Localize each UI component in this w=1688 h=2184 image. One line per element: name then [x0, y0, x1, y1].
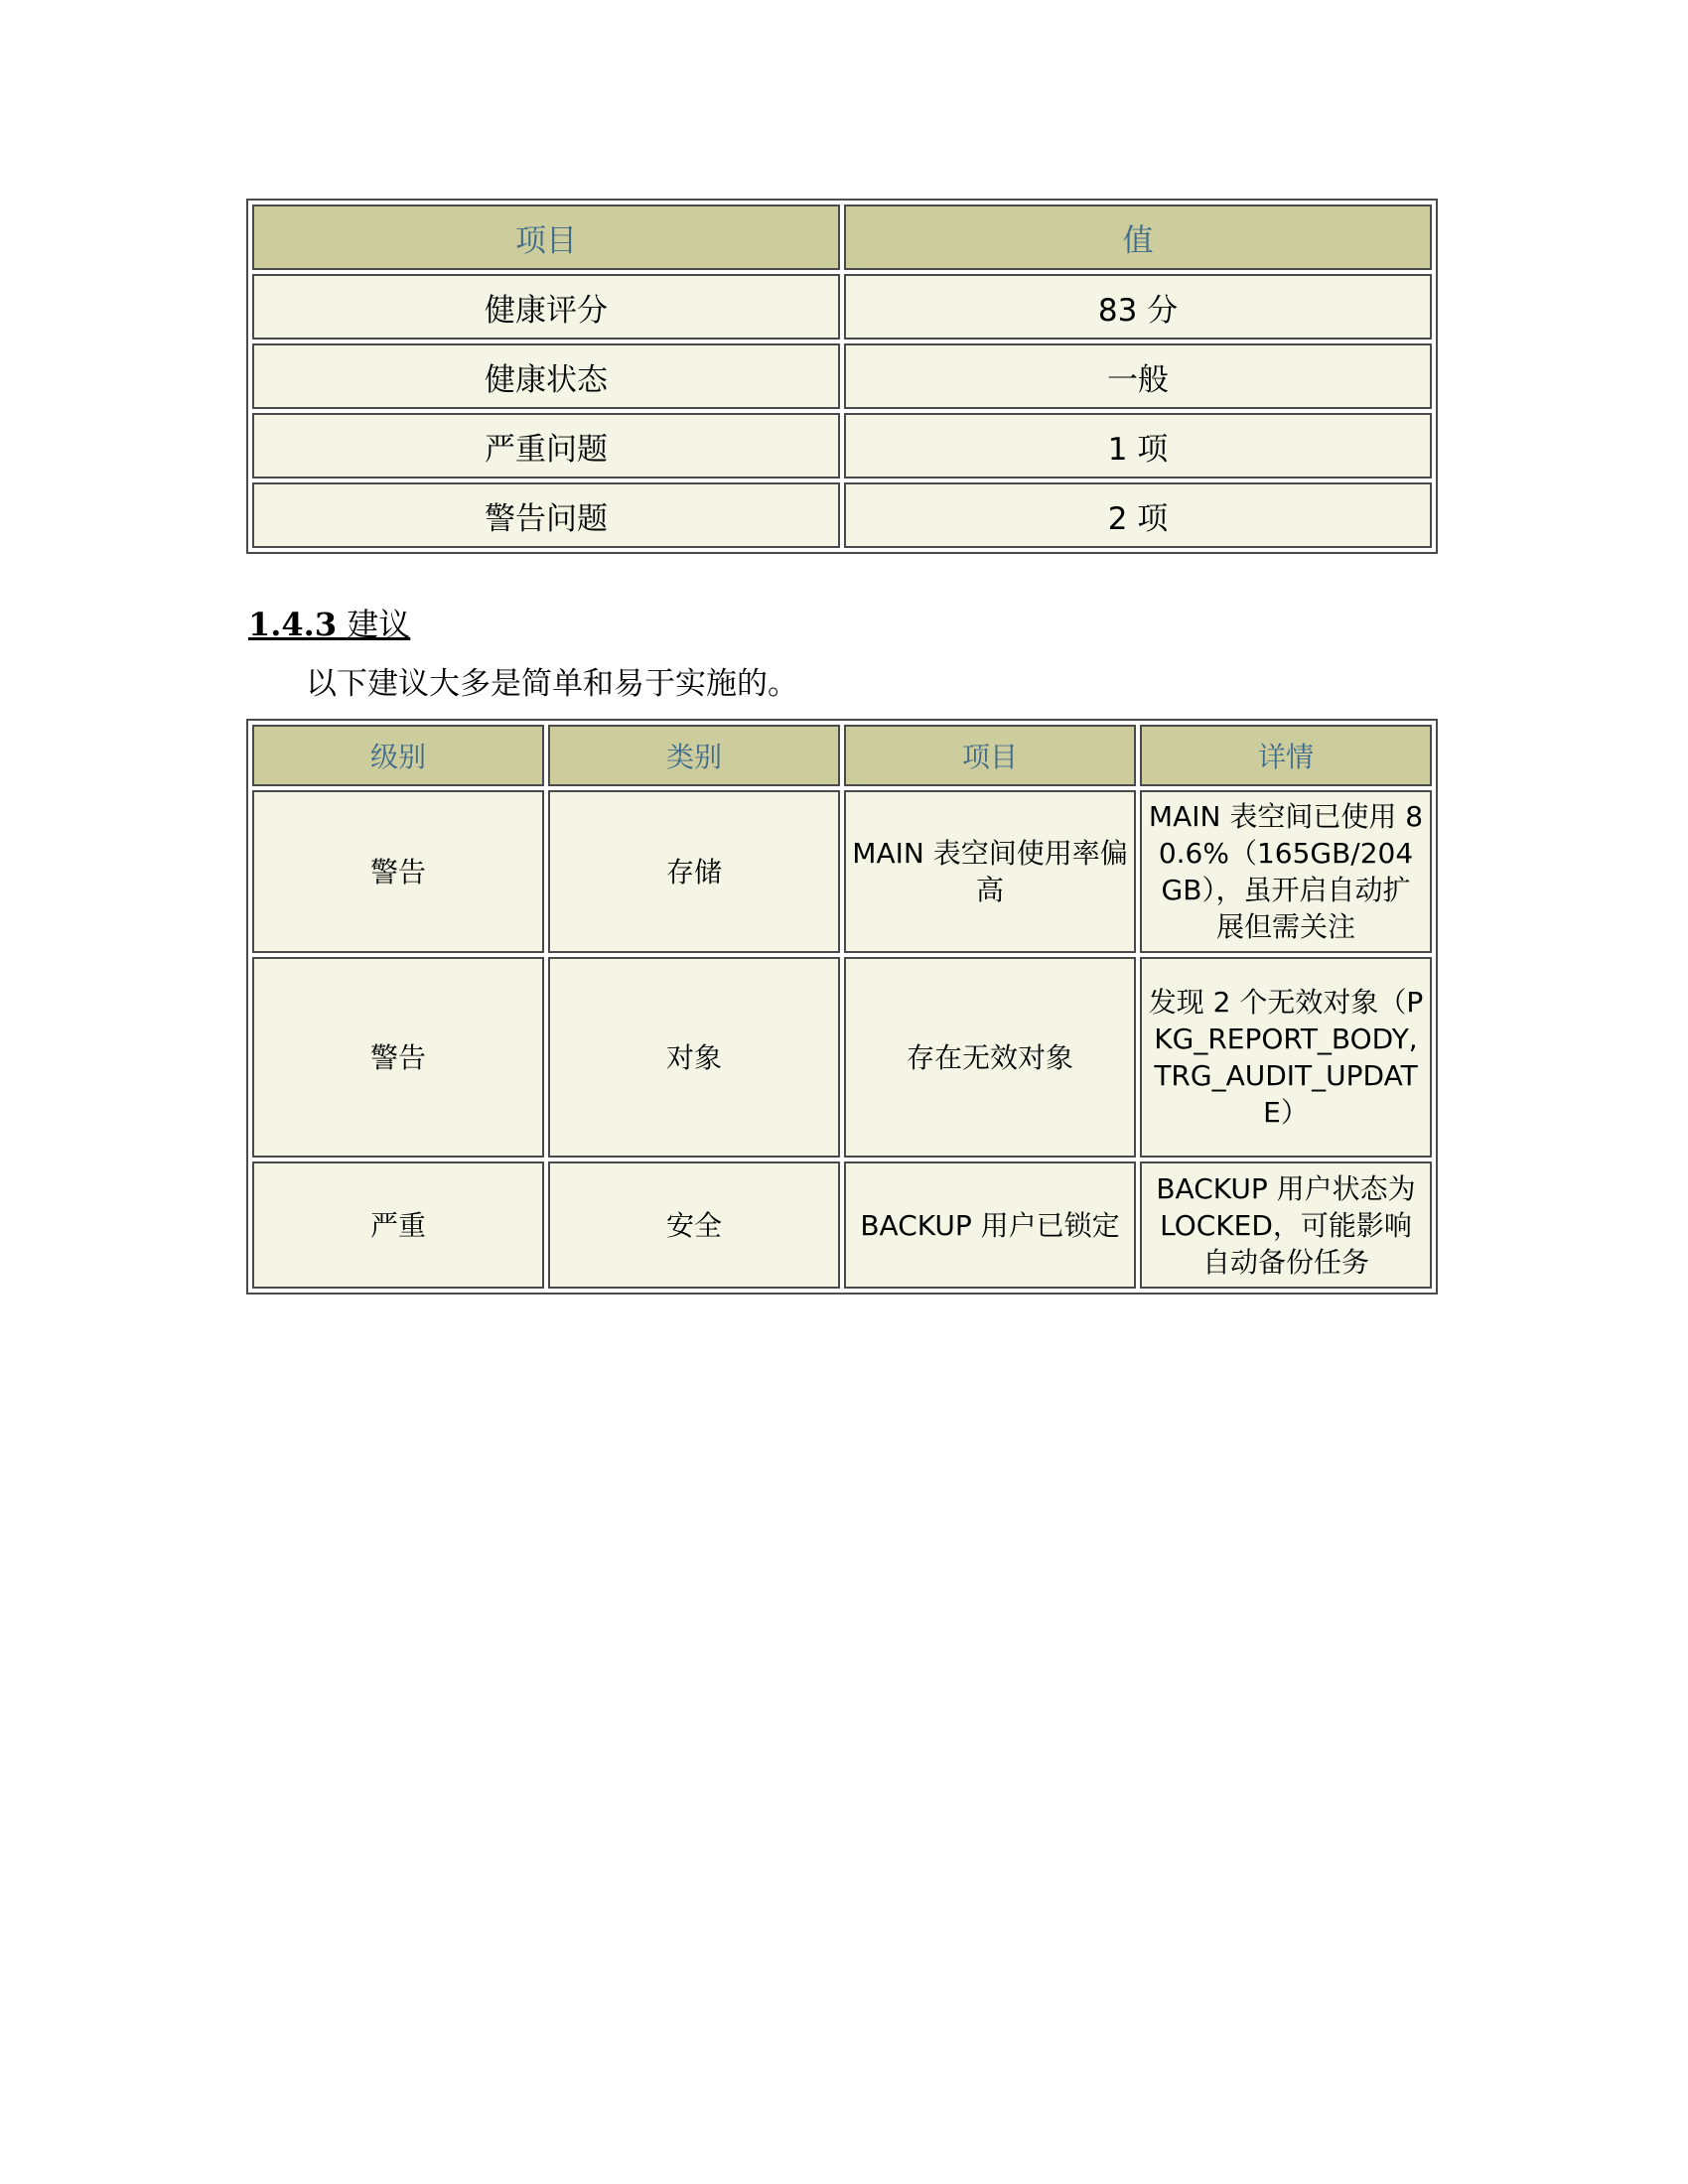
section-intro: 以下建议大多是简单和易于实施的。	[306, 666, 798, 702]
cell-level: 警告	[252, 790, 544, 953]
cell-item: 健康评分	[252, 274, 840, 340]
table-row	[252, 1161, 1432, 1289]
cell-item: 存在无效对象	[844, 957, 1136, 1158]
section-number: 1.4.3	[248, 606, 338, 643]
cell-value: 83 分	[844, 274, 1432, 340]
header-value: 值	[844, 205, 1432, 270]
cell-value: 1 项	[844, 413, 1432, 478]
table-row	[252, 957, 1432, 1158]
header-item: 项目	[252, 205, 840, 270]
cell-level: 严重	[252, 1161, 544, 1289]
cell-value: 2 项	[844, 482, 1432, 548]
recommendations-table	[246, 719, 1438, 1295]
table-row	[252, 790, 1432, 953]
cell-category: 对象	[548, 957, 840, 1158]
table-row	[252, 274, 1432, 340]
cell-item: 健康状态	[252, 343, 840, 409]
header-level: 级别	[252, 725, 544, 786]
header-detail: 详情	[1140, 725, 1432, 786]
header-item: 项目	[844, 725, 1136, 786]
table-row	[252, 482, 1432, 548]
header-category: 类别	[548, 725, 840, 786]
section-title: 建议	[347, 606, 411, 643]
section-heading	[248, 600, 410, 645]
table-row	[252, 343, 1432, 409]
cell-item: 严重问题	[252, 413, 840, 478]
table-row	[252, 413, 1432, 478]
cell-detail: BACKUP 用户状态为 LOCKED，可能影响自动备份任务	[1140, 1161, 1432, 1289]
cell-value: 一般	[844, 343, 1432, 409]
cell-level: 警告	[252, 957, 544, 1158]
cell-category: 存储	[548, 790, 840, 953]
table-header-row	[252, 725, 1432, 786]
cell-category: 安全	[548, 1161, 840, 1289]
cell-detail: MAIN 表空间已使用 80.6%（165GB/204GB），虽开启自动扩展但需关注	[1140, 790, 1432, 953]
cell-item: MAIN 表空间使用率偏高	[844, 790, 1136, 953]
cell-item: BACKUP 用户已锁定	[844, 1161, 1136, 1289]
cell-detail: 发现 2 个无效对象（PKG_REPORT_BODY, TRG_AUDIT_UPDATE）	[1140, 957, 1432, 1158]
health-summary-table	[246, 199, 1438, 554]
table-header-row	[252, 205, 1432, 270]
cell-item: 警告问题	[252, 482, 840, 548]
